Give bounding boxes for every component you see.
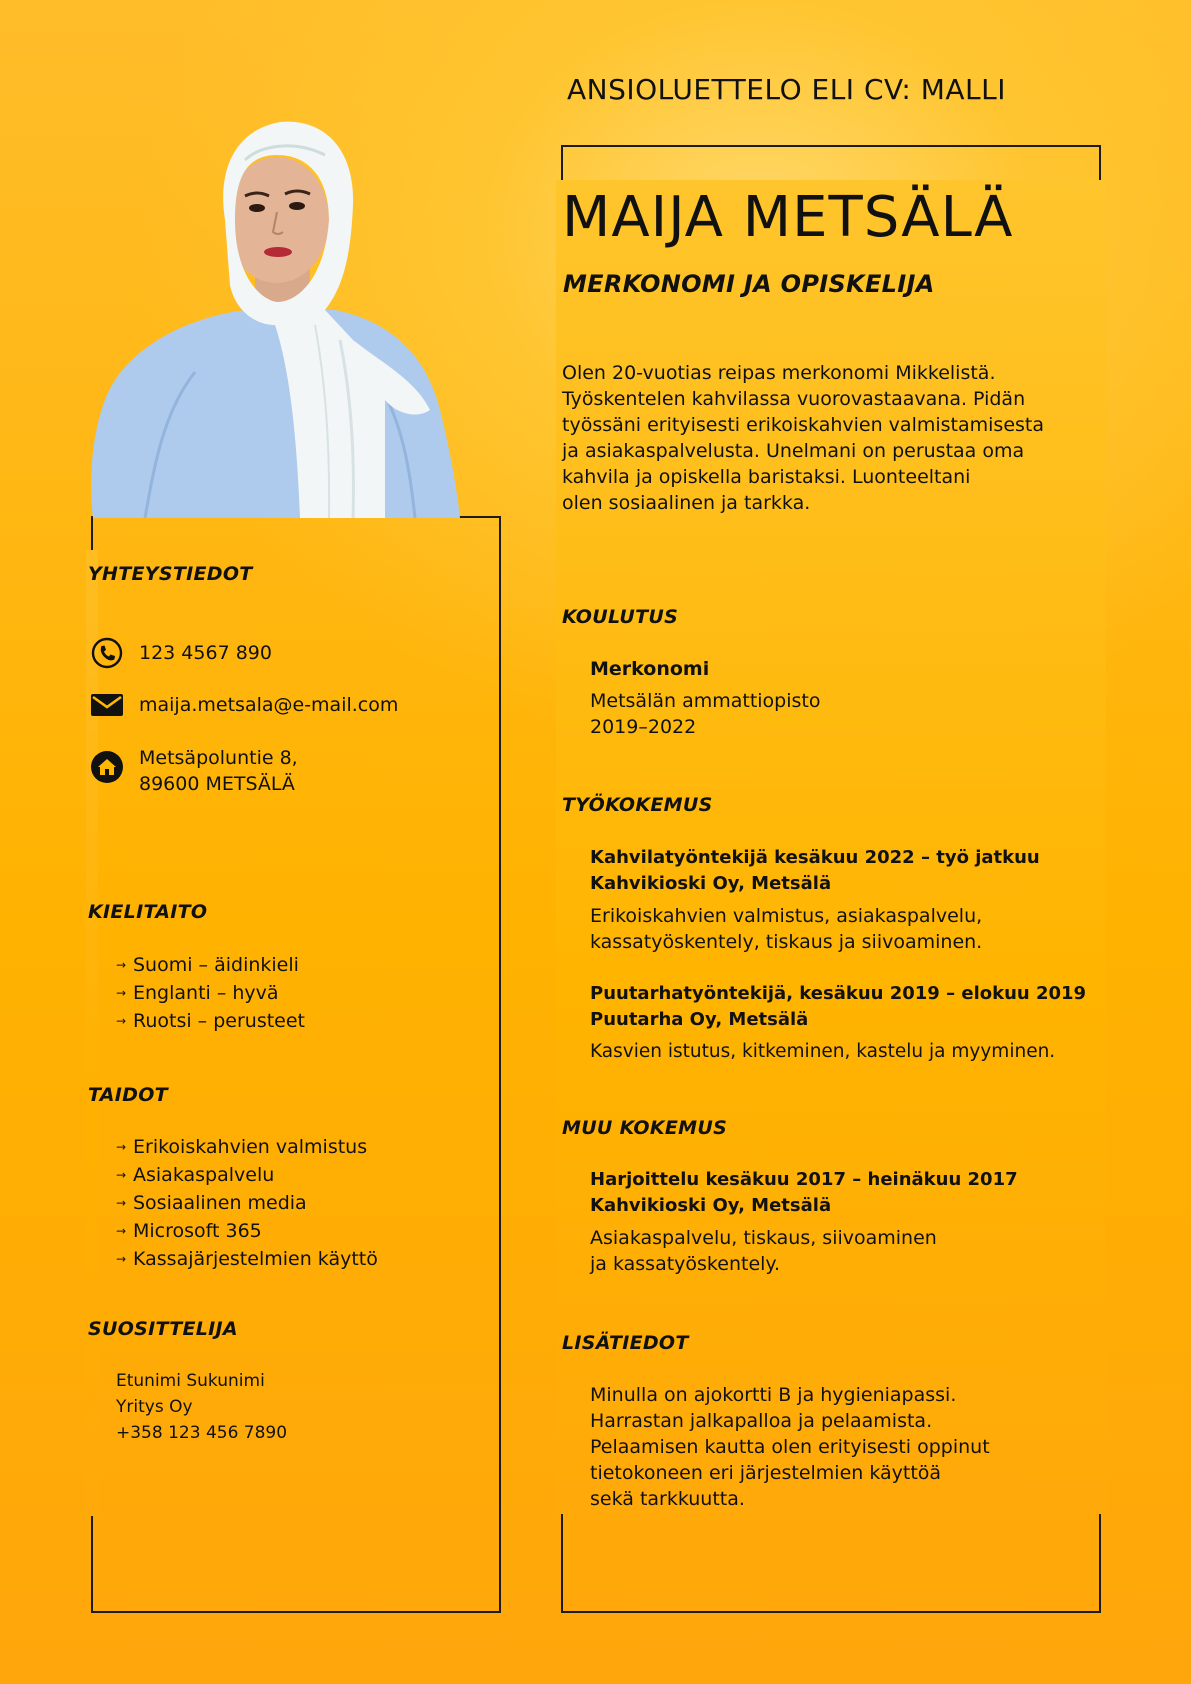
mail-icon	[90, 688, 124, 722]
profile-photo	[85, 110, 490, 518]
languages-list	[116, 952, 305, 1036]
contact-heading: YHTEYSTIEDOT	[88, 563, 253, 585]
reference-phone: +358 123 456 7890	[116, 1423, 288, 1443]
education-degree: Merkonomi	[590, 658, 710, 680]
additional-text: Minulla on ajokortti B ja hygieniapassi. Harrastan jalkapalloa ja pelaamista. Pelaamisen kautta olen erityisesti oppinut tietokoneen eri järjestelmien käyttöä sekä tarkkuutta.	[590, 1384, 990, 1510]
arrow-right-icon: →	[116, 1140, 127, 1154]
education-years: 2019–2022	[590, 716, 697, 738]
contact-address: Metsäpoluntie 8, 89600 METSÄLÄ	[139, 747, 298, 795]
education-entry	[590, 656, 821, 740]
other-employer: Kahvikioski Oy, Metsälä	[590, 1195, 832, 1216]
other-desc: Asiakaspalvelu, tiskaus, siivoaminen	[590, 1227, 937, 1249]
other-desc: ja kassatyöskentely.	[590, 1253, 780, 1275]
contact-email: maija.metsala@e-mail.com	[139, 694, 399, 716]
phone-icon	[90, 636, 124, 670]
document-title: ANSIOLUETTELO ELI CV: MALLI	[567, 73, 1006, 106]
job-desc: kassatyöskentely, tiskaus ja siivoaminen.	[590, 931, 983, 953]
job-title: Kahvilatyöntekijä kesäkuu 2022 – työ jatkuu	[590, 847, 1040, 868]
list-item: → Suomi – äidinkieli	[116, 954, 299, 976]
arrow-right-icon: →	[116, 958, 127, 972]
list-item: → Erikoiskahvien valmistus	[116, 1136, 368, 1158]
other-title: Harjoittelu kesäkuu 2017 – heinäkuu 2017	[590, 1169, 1018, 1190]
arrow-right-icon: →	[116, 1224, 127, 1238]
job-desc: Erikoiskahvien valmistus, asiakaspalvelu,	[590, 905, 983, 927]
work-entry-1	[590, 845, 1090, 955]
contact-phone: 123 4567 890	[139, 642, 272, 664]
list-item: → Sosiaalinen media	[116, 1192, 307, 1214]
additional-heading: LISÄTIEDOT	[562, 1332, 689, 1354]
intro-text: Olen 20-vuotias reipas merkonomi Mikkelistä. Työskentelen kahvilassa vuorovastaavana. Pidän työssäni erityisesti erikoiskahvien valmistamisesta ja asiakaspalvelusta. Unelmani on perustaa oma kahvila ja opiskella baristaksi. Luonteeltani olen sosiaalinen ja tarkka.	[562, 362, 1044, 514]
list-item: → Kassajärjestelmien käyttö	[116, 1248, 378, 1270]
job-title: Puutarhatyöntekijä, kesäkuu 2019 – elokuu 2019	[590, 983, 1087, 1004]
job-desc: Kasvien istutus, kitkeminen, kastelu ja myyminen.	[590, 1041, 1056, 1062]
person-name: MAIJA METSÄLÄ	[562, 185, 1014, 250]
right-frame-top-gap	[572, 140, 1084, 160]
other-heading: MUU KOKEMUS	[562, 1117, 728, 1139]
reference-name: Etunimi Sukunimi	[116, 1371, 265, 1391]
list-item: → Ruotsi – perusteet	[116, 1010, 306, 1032]
arrow-right-icon: →	[116, 1168, 127, 1182]
person-role: MERKONOMI JA OPISKELIJA	[563, 270, 935, 298]
job-employer: Puutarha Oy, Metsälä	[590, 1009, 809, 1030]
education-heading: KOULUTUS	[562, 606, 679, 628]
arrow-right-icon: →	[116, 1252, 127, 1266]
left-frame	[91, 516, 501, 1613]
skills-list	[116, 1134, 378, 1274]
reference-block	[116, 1368, 287, 1446]
reference-heading: SUOSITTELIJA	[88, 1318, 238, 1340]
reference-company: Yritys Oy	[116, 1397, 193, 1417]
work-entry-2	[590, 981, 1100, 1065]
skills-heading: TAIDOT	[88, 1084, 168, 1106]
education-school: Metsälän ammattiopisto	[590, 690, 821, 712]
arrow-right-icon: →	[116, 986, 127, 1000]
home-icon	[90, 750, 124, 784]
other-entry	[590, 1167, 1090, 1277]
job-employer: Kahvikioski Oy, Metsälä	[590, 873, 832, 894]
languages-heading: KIELITAITO	[88, 901, 208, 923]
work-heading: TYÖKOKEMUS	[562, 794, 713, 816]
arrow-right-icon: →	[116, 1014, 127, 1028]
list-item: → Asiakaspalvelu	[116, 1164, 275, 1186]
list-item: → Microsoft 365	[116, 1220, 262, 1242]
list-item: → Englanti – hyvä	[116, 982, 279, 1004]
arrow-right-icon: →	[116, 1196, 127, 1210]
